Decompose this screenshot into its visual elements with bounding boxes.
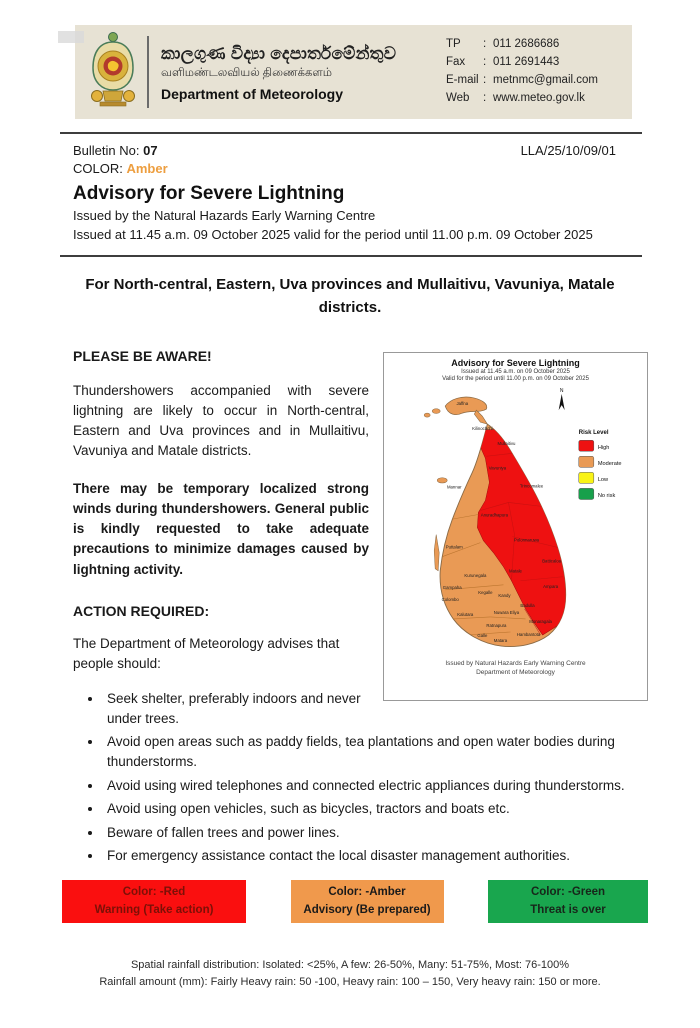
contact-block: [446, 36, 618, 107]
org-name-sinhala: කාලගුණ විද්‍යා දෙපාර්තමේන්තුව: [161, 44, 397, 63]
sri-lanka-risk-map: [390, 384, 641, 657]
sri-lanka-emblem-logo: [87, 30, 139, 114]
status-box-amber: Color: -Amber Advisory (Be prepared): [291, 880, 444, 923]
advice-item: • For emergency assistance contact the local disaster management authorities.: [103, 846, 648, 866]
advice-item: • Avoid open areas such as paddy fields, tea plantations and open water bodies during thunderstorms.: [103, 732, 648, 771]
district-label-vavuniya: Vavuniya: [488, 464, 507, 470]
district-label-matara: Matara: [493, 637, 508, 643]
svg-text:N: N: [559, 387, 564, 394]
district-label-polonnaruwa: Polonnaruwa: [513, 537, 540, 543]
advisory-paragraph-2: There may be temporary localized strong winds during thundershowers. General public is kindly requested to take adequate precautions to minimize damages caused by lightning activity.: [73, 480, 369, 577]
org-name-tamil: வளிமண்டலவியல் திணைக்களம்: [161, 67, 332, 79]
action-intro: The Department of Meteorology advises that people should:: [73, 635, 340, 671]
org-name-english: Department of Meteorology: [161, 86, 344, 102]
advisory-paragraph-1: Thundershowers accompanied with severe lightning are likely to occur in North-central, Eastern and Uva provinces and in Mullaitivu, Vavuniya and Matale districts.: [73, 382, 369, 459]
district-label-batticaloa: Batticaloa: [542, 558, 562, 564]
bulletin-number: Bulletin No: 07: [73, 143, 158, 158]
district-label-kilinochchi: Kilinochchi: [472, 425, 493, 431]
advice-item: • Avoid using wired telephones and connected electric appliances during thunderstorms.: [103, 776, 648, 796]
contact-web: Web : www.meteo.gov.lk: [446, 91, 585, 104]
legend-label: Moderate: [597, 460, 622, 467]
status-color-row: [62, 880, 648, 923]
district-label-mannar: Mannar: [446, 483, 462, 489]
contact-email: E-mail : metnmc@gmail.com: [446, 74, 598, 86]
issued-at-line: Issued at 11.45 a.m. 09 October 2025 valid for the period until 11.00 p.m. 09 October 2025: [73, 227, 593, 242]
district-label-monaragala: Monaragala: [529, 618, 552, 624]
district-label-ratnapura: Ratnapura: [486, 622, 507, 628]
horizontal-rule-top: [60, 132, 642, 134]
horizontal-rule-second: [60, 255, 642, 257]
bulletin-color-line: COLOR: Amber: [73, 161, 168, 176]
page-title: Advisory for Severe Lightning: [73, 183, 345, 204]
advisory-document: [0, 25, 700, 1028]
advice-item: • Beware of fallen trees and power lines.: [103, 823, 648, 843]
legend-swatch-low: [579, 472, 594, 483]
bulletin-color-value: Amber: [126, 161, 168, 176]
district-label-trincomalee: Trincomalee: [519, 482, 544, 488]
contact-fax: Fax : 011 2691443: [446, 56, 560, 69]
district-label-jaffna: Jaffna: [456, 400, 469, 406]
scan-artifact: [58, 31, 84, 43]
district-label-galle: Galle: [477, 632, 488, 638]
legend-swatch-no-risk: [579, 488, 594, 499]
legend-title: Risk Level: [578, 429, 609, 436]
legend-swatch-high: [579, 440, 594, 451]
map-legend: [579, 430, 622, 499]
footnote: [0, 957, 700, 992]
map-caption: Issued by Natural Hazards Early Warning Centre Department of Meteorology: [445, 659, 586, 677]
district-label-kandy: Kandy: [498, 592, 511, 598]
district-label-badulla: Badulla: [520, 602, 535, 608]
district-label-matale: Matale: [509, 568, 522, 574]
map-subtitle-1: Issued at 11.45 a.m. on 09 October 2025: [461, 368, 570, 375]
letterhead: [75, 25, 632, 119]
advice-list: [73, 689, 648, 866]
district-label-kegalle: Kegalle: [478, 589, 493, 595]
legend-swatch-moderate: [579, 456, 594, 467]
aware-heading: PLEASE BE AWARE!: [73, 347, 212, 364]
district-label-kalutara: Kalutara: [457, 611, 474, 617]
district-label-anuradhapura: Anuradhapura: [480, 512, 509, 518]
letterhead-divider: [147, 36, 149, 108]
emblem-icon: [88, 30, 138, 114]
legend-label: High: [597, 444, 610, 451]
map-subtitle-2: Valid for the period until 11.00 p.m. on 09 October 2025: [442, 375, 589, 382]
legend-label: No risk: [597, 492, 616, 499]
footnote-line-1: Spatial rainfall distribution: Isolated: <25%, A few: 26-50%, Many: 51-75%, Most: 76-100%: [130, 958, 570, 971]
district-label-gampaha: Gampaha: [442, 584, 462, 590]
action-required-heading: ACTION REQUIRED:: [73, 602, 210, 619]
map-title: Advisory for Severe Lightning: [451, 357, 580, 368]
contact-tp: TP : 011 2686686: [446, 38, 560, 51]
risk-map-panel: [383, 352, 648, 701]
north-arrow-icon: [559, 388, 565, 410]
legend-label: Low: [597, 476, 609, 483]
target-area-heading: For North-central, Eastern, Uva provinces and Mullaitivu, Vavuniya, Matale districts.: [85, 276, 615, 317]
footnote-line-2: Rainfall amount (mm): Fairly Heavy rain: 50 -100, Heavy rain: 100 – 150, Very heavy rain: 150 or more.: [99, 976, 601, 989]
bulletin-reference: LLA/25/10/09/01: [520, 143, 616, 158]
district-label-hambantota: Hambantota: [516, 631, 541, 637]
district-label-nuwara-eliya: Nuwara Eliya: [493, 609, 520, 615]
issued-by-line: Issued by the Natural Hazards Early Warning Centre: [73, 208, 376, 223]
district-label-puttalam: Puttalam: [445, 544, 463, 550]
advice-item: • Seek shelter, preferably indoors and never under trees.: [103, 689, 648, 728]
district-label-colombo: Colombo: [441, 596, 459, 602]
district-label-kurunegala: Kurunegala: [464, 572, 487, 578]
status-box-red: Color: -Red Warning (Take action): [62, 880, 246, 923]
district-label-ampara: Ampara: [543, 583, 559, 589]
status-box-green: Color: -Green Threat is over: [488, 880, 648, 923]
district-label-mullaitivu: Mullaitivu: [497, 440, 516, 446]
advice-item: • Avoid using open vehicles, such as bicycles, tractors and boats etc.: [103, 799, 648, 819]
